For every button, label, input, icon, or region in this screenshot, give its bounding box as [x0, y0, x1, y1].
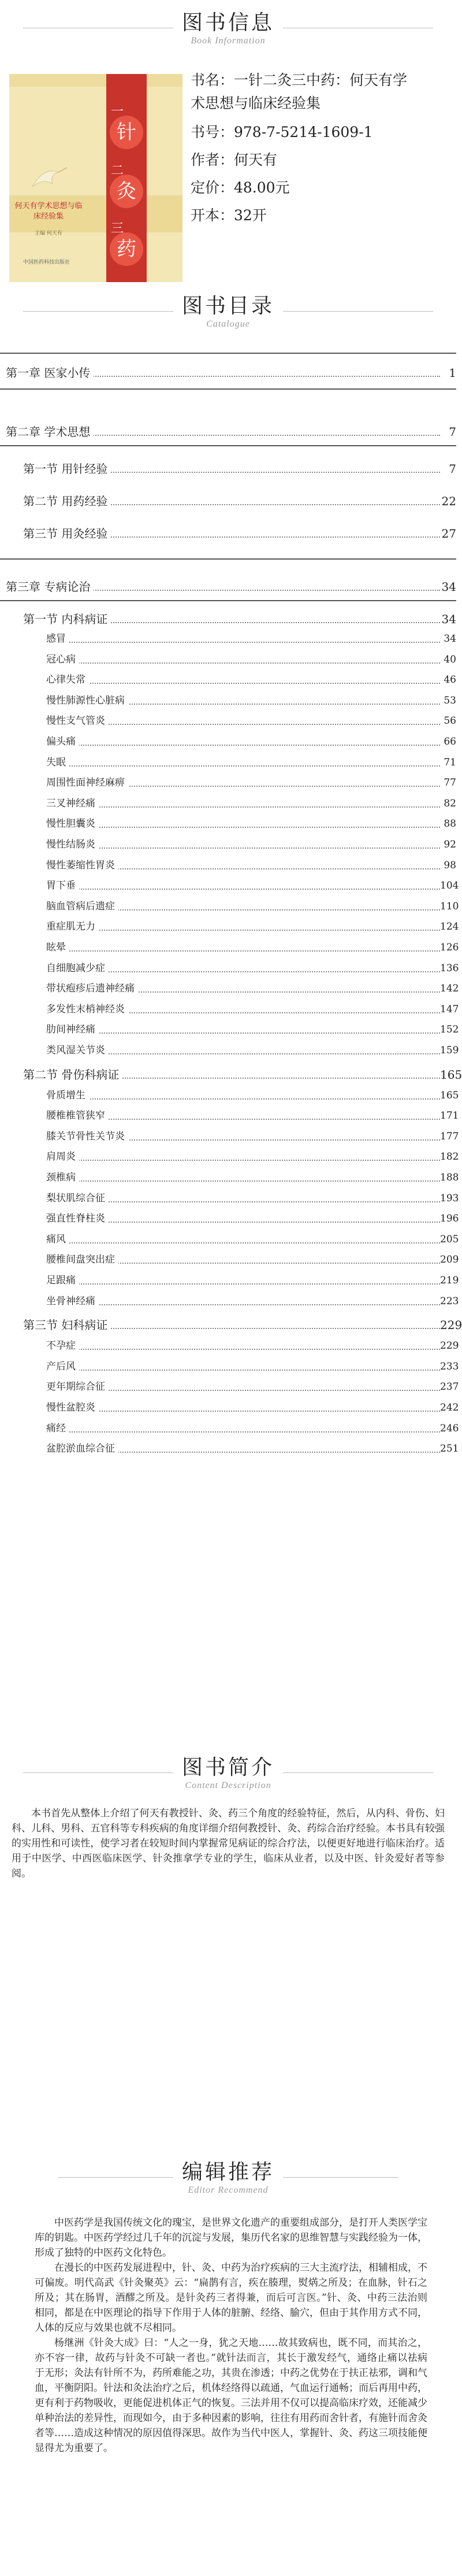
toc-label: 产后风 — [46, 1359, 79, 1374]
toc-leader-dots — [46, 1294, 440, 1305]
toc-label: 足跟痛 — [46, 1273, 79, 1288]
toc-leader-dots — [46, 919, 440, 931]
toc-leader-dots — [46, 940, 440, 952]
toc-leader-dots — [46, 878, 440, 890]
cover-prefix-3: 三 — [111, 221, 124, 236]
toc-label: 第三节 妇科病证 — [23, 1317, 111, 1333]
toc-label: 类风湿关节炎 — [46, 1043, 109, 1058]
toc-leader-dots — [46, 1273, 440, 1285]
toc-page-number: 147 — [440, 1002, 456, 1017]
toc-divider — [0, 600, 456, 601]
toc-entry-row[interactable] — [0, 899, 459, 914]
toc-leader-dots — [46, 652, 440, 664]
toc-entry-row[interactable] — [0, 1191, 459, 1206]
book-info-heading-block — [0, 10, 456, 46]
toc-section-row[interactable] — [0, 612, 456, 627]
toc-page-number: 177 — [440, 1129, 456, 1144]
toc-subheading: Catalogue — [206, 319, 250, 329]
toc-page-number: 22 — [440, 494, 456, 509]
toc-page-number: 71 — [440, 755, 456, 770]
toc-label: 第三章 专病论治 — [6, 579, 94, 594]
toc-page-number: 223 — [440, 1294, 456, 1309]
toc-label: 自细胞减少症 — [46, 961, 109, 976]
toc-page-number: 196 — [440, 1211, 456, 1226]
toc-label: 第一节 内科病证 — [23, 612, 111, 627]
toc-entry-row[interactable] — [0, 1043, 459, 1058]
toc-page-number: 7 — [440, 461, 456, 476]
toc-entry-row[interactable] — [0, 631, 456, 646]
toc-label: 盆腔淤血综合征 — [46, 1441, 118, 1456]
toc-entry-row[interactable] — [0, 1232, 459, 1247]
toc-entry-row[interactable] — [0, 796, 456, 811]
toc-page-number: 165 — [440, 1067, 462, 1082]
toc-leader-dots — [46, 1088, 440, 1100]
toc-label: 失眠 — [46, 755, 69, 770]
toc-entry-row[interactable] — [0, 1400, 459, 1415]
toc-entry-row[interactable] — [0, 1108, 459, 1123]
toc-entry-row[interactable] — [0, 734, 456, 749]
toc-entry-row[interactable] — [0, 672, 456, 687]
toc-label: 慢性胆囊炎 — [46, 816, 99, 831]
toc-label: 带状疱疹后遗神经痛 — [46, 981, 138, 996]
toc-page-number: 182 — [440, 1149, 456, 1164]
toc-entry-row[interactable] — [0, 1359, 459, 1374]
toc-page-number: 251 — [440, 1441, 456, 1456]
toc-label: 慢性肺源性心脏病 — [46, 693, 128, 708]
toc-entry-row[interactable] — [0, 858, 456, 873]
toc-page-number: 34 — [440, 612, 456, 627]
toc-page-number: 188 — [440, 1170, 456, 1185]
toc-label: 第二节 骨伤科病证 — [23, 1067, 122, 1082]
toc-label: 重症肌无力 — [46, 919, 99, 934]
toc-entry-row[interactable] — [0, 919, 459, 934]
toc-label: 第三节 用灸经验 — [23, 526, 111, 541]
toc-leader-dots — [46, 734, 440, 746]
toc-entry-row[interactable] — [0, 1252, 459, 1267]
toc-page-number: 77 — [440, 775, 456, 790]
toc-label: 骨质增生 — [46, 1088, 89, 1103]
toc-label: 三叉神经痛 — [46, 796, 99, 811]
toc-entry-row[interactable] — [0, 940, 459, 955]
toc-label: 第一章 医家小传 — [6, 365, 94, 380]
toc-leader-dots — [46, 1421, 440, 1433]
toc-entry-row[interactable] — [0, 1088, 459, 1103]
toc-entry-row[interactable] — [0, 1170, 459, 1185]
toc-entry-row[interactable] — [0, 1002, 459, 1017]
toc-leader-dots — [46, 1170, 440, 1182]
toc-page-number: 53 — [440, 693, 456, 708]
toc-leader-dots — [46, 755, 440, 767]
toc-label: 心律失常 — [46, 672, 89, 687]
toc-entry-row[interactable] — [0, 837, 456, 852]
toc-section-row[interactable] — [0, 461, 456, 476]
cover-title: 何天有学术思想与临床经验集 — [14, 202, 83, 221]
toc-entry-row[interactable] — [0, 1022, 459, 1037]
recommend-heading: 编辑推荐 — [181, 2160, 274, 2184]
toc-entry-row[interactable] — [0, 1421, 459, 1436]
toc-label: 更年期综合征 — [46, 1379, 109, 1394]
toc-heading: 图书目录 — [181, 294, 274, 318]
toc-leader-dots — [46, 816, 440, 828]
toc-page-number: 237 — [440, 1379, 456, 1394]
book-isbn: 书号：978-7-5214-1609-1 — [191, 124, 373, 140]
cover-char-zhen: 针 — [110, 116, 143, 149]
recommend-text — [35, 2215, 427, 2456]
toc-page-number: 242 — [440, 1400, 456, 1415]
intro-text — [12, 1806, 445, 1881]
toc-page-number: 159 — [440, 1043, 456, 1058]
toc-chapter-row[interactable] — [0, 365, 456, 380]
toc-section-row[interactable] — [0, 1317, 462, 1333]
toc-label: 第二节 用药经验 — [23, 494, 111, 509]
toc-page-number: 46 — [440, 672, 456, 687]
cover-prefix-1: 一 — [111, 105, 124, 119]
cover-char-yao: 药 — [110, 232, 143, 266]
toc-label: 第一节 用针经验 — [23, 461, 111, 476]
toc-leader-dots — [46, 1149, 440, 1161]
toc-page-number: 88 — [440, 816, 456, 831]
toc-entry-row[interactable] — [0, 1379, 459, 1394]
toc-entry-row[interactable] — [0, 713, 456, 728]
toc-chapter-row[interactable] — [0, 579, 456, 594]
book-author: 作者：何天有 — [191, 151, 278, 168]
toc-label: 第二章 学术思想 — [6, 424, 94, 439]
toc-leader-dots — [46, 796, 440, 808]
recommend-paragraph-3: 杨继洲《针灸大成》曰：“人之一身，犹之天地……故其致病也，既不同，而其治之，亦不容一律，故药与针灸不可缺一者也。”就针法而言，其长于激发经气，通络止痛以祛病于无形；灸法有针所不为，药所难能之功，其贵在渗透；中药之优势在于扶正祛邪，调和气血，平衡阴阳。针法和灸法治疗之后，机体经络得以疏通，气血运行通畅；而后再用中药，更有利于药物吸收，更能促进机体正气的恢复。三法并用不仅可以提高临床疗效，还能减少单种治法的差异性，而现如今，由于多种因素的影响，往往有用药而舍针者，有施针而舍灸者等……造成这种情况的原因值得深思。故作为当代中医人，掌握针、灸、药这三项技能便显得尤为重要了。 — [35, 2337, 427, 2454]
toc-entry-row[interactable] — [0, 1294, 459, 1309]
toc-page-number: 209 — [440, 1252, 456, 1267]
toc-entry-row[interactable] — [0, 1338, 459, 1353]
toc-label: 膝关节骨性关节炎 — [46, 1129, 128, 1144]
toc-page-number: 82 — [440, 796, 456, 811]
toc-divider — [0, 353, 456, 354]
toc-entry-row[interactable] — [0, 1129, 459, 1144]
toc-divider — [0, 388, 456, 390]
toc-label: 肩周炎 — [46, 1149, 79, 1164]
toc-label: 眩晕 — [46, 940, 69, 955]
toc-label: 痛经 — [46, 1421, 69, 1436]
toc-page-number: 56 — [440, 713, 456, 728]
toc-entry-row[interactable] — [0, 878, 459, 893]
toc-leader-dots — [46, 837, 440, 849]
toc-leader-dots — [46, 1232, 440, 1243]
toc-label: 脑血管病后遗症 — [46, 899, 118, 914]
toc-label: 腰椎椎管狭窄 — [46, 1108, 109, 1123]
toc-page-number: 205 — [440, 1232, 456, 1247]
toc-page-number: 171 — [440, 1108, 456, 1123]
toc-label: 感冒 — [46, 631, 69, 646]
cover-char-jiu: 灸 — [110, 175, 143, 208]
toc-label: 偏头痛 — [46, 734, 79, 749]
book-info-heading: 图书信息 — [181, 11, 274, 35]
toc-section-row[interactable] — [0, 1067, 462, 1082]
toc-page-number: 34 — [440, 579, 456, 594]
book-price: 定价：48.00元 — [191, 179, 290, 196]
toc-page-number: 104 — [440, 878, 456, 893]
book-title-line1: 书名：一针二灸三中药：何天有学 — [191, 72, 408, 88]
toc-page-number: 34 — [440, 631, 456, 646]
toc-entry-row[interactable] — [0, 652, 456, 667]
book-info-subheading: Book Information — [191, 36, 266, 46]
toc-label: 颈椎病 — [46, 1170, 79, 1185]
toc-entry-row[interactable] — [0, 1441, 459, 1456]
recommend-paragraph-2: 在漫长的中医药发展进程中，针、灸、中药为治疗疾病的三大主流疗法，相辅相成，不可偏废。明代高武《针灸聚英》云：“扁鹊有言，疾在腠理，熨焫之所及；在血脉，针石之所及；其在肠胃，酒醪之所及。是针灸药三者得兼，而后可言医。”针、灸、中药三法治则相同，都是在中医理论的指导下作用于人体的脏腑、经络、腧穴，但由于其作用方式不同，人体的反应与效果也就不尽相同。 — [35, 2262, 427, 2334]
book-format: 开本：32开 — [191, 207, 267, 224]
toc-label: 腰椎间盘突出症 — [46, 1252, 118, 1267]
toc-leader-dots — [46, 1359, 440, 1371]
crane-logo-icon — [27, 161, 73, 195]
toc-entry-row[interactable] — [0, 1149, 459, 1164]
toc-label: 慢性支气管炎 — [46, 713, 109, 728]
toc-leader-dots — [46, 672, 440, 684]
toc-divider — [0, 558, 456, 560]
toc-page-number: 66 — [440, 734, 456, 749]
toc-page-number: 233 — [440, 1359, 456, 1374]
toc-page-number: 126 — [440, 940, 456, 955]
cover-top-band — [9, 74, 182, 87]
toc-page-number: 165 — [440, 1088, 456, 1103]
toc-divider — [0, 445, 456, 446]
toc-entry-row[interactable] — [0, 1273, 459, 1288]
toc-page-number: 1 — [440, 365, 456, 380]
toc-section-row[interactable] — [0, 494, 456, 509]
toc-page-number: 27 — [440, 526, 456, 541]
toc-page-number: 40 — [440, 652, 456, 667]
toc-label: 慢性萎缩性胃炎 — [46, 858, 118, 873]
toc-page-number: 136 — [440, 961, 456, 976]
toc-page-number: 110 — [440, 899, 456, 914]
book-cover — [9, 74, 182, 282]
intro-heading-block — [0, 1755, 456, 1791]
toc-page-number: 7 — [440, 424, 456, 439]
toc-page-number: 124 — [440, 919, 456, 934]
toc-heading-block — [0, 294, 456, 330]
toc-entry-row[interactable] — [0, 816, 456, 831]
toc-leader-dots — [46, 631, 440, 643]
toc-page-number: 142 — [440, 981, 456, 996]
toc-page-number: 98 — [440, 858, 456, 873]
toc-label: 冠心病 — [46, 652, 79, 667]
toc-chapter-row[interactable] — [0, 424, 456, 439]
toc-page-number: 92 — [440, 837, 456, 852]
book-title-line2: 术思想与临床经验集 — [191, 95, 321, 112]
toc-section-row[interactable] — [0, 526, 456, 541]
toc-label: 痛风 — [46, 1232, 69, 1247]
toc-leader-dots — [46, 1022, 440, 1034]
toc-leader-dots — [46, 1338, 440, 1350]
toc-page-number: 229 — [440, 1318, 462, 1333]
intro-paragraph: 本书首先从整体上介绍了何天有教授针、灸、药三个角度的经验特征，然后，从内科、骨伤、妇科、儿科、男科、五官科等专科疾病的角度详细介绍何教授针、灸、药综合治疗经验。本书具有较强的实用性和可读性，使学习者在较短时间内掌握常见病证的综合疗法，以便更好地进行临床治疗。适用于中医学、中西医临床医学、针灸推拿学专业的学生，临床从业者，以及中医、针灸爱好者等参阅。 — [12, 1808, 445, 1879]
toc-entry-row[interactable] — [0, 775, 456, 790]
toc-label: 慢性盆腔炎 — [46, 1400, 99, 1415]
toc-entry-row[interactable] — [0, 1211, 459, 1226]
toc-entry-row[interactable] — [0, 755, 456, 770]
toc-page-number: 193 — [440, 1191, 456, 1206]
recommend-subheading: Editor Recommend — [188, 2185, 269, 2195]
intro-subheading: Content Description — [185, 1781, 271, 1790]
toc-label: 梨状肌综合征 — [46, 1191, 109, 1206]
toc-page-number: 152 — [440, 1022, 456, 1037]
toc-label: 慢性结肠炎 — [46, 837, 99, 852]
toc-leader-dots — [46, 1400, 440, 1412]
toc-page-number: 229 — [440, 1338, 456, 1353]
toc-page-number: 219 — [440, 1273, 456, 1288]
toc-label: 坐骨神经痛 — [46, 1294, 99, 1309]
toc-label: 不孕症 — [46, 1338, 79, 1353]
recommend-paragraph-1: 中医药学是我国传统文化的瑰宝，是世界文化遗产的重要组成部分，是打开人类医学宝库的钥匙。中医药学经过几千年的沉淀与发展，集历代名家的思维智慧与实践经验为一体，形成了独特的中医药文化特色。 — [35, 2217, 427, 2259]
toc-label: 肋间神经痛 — [46, 1022, 99, 1037]
toc-label: 多发性末梢神经炎 — [46, 1002, 128, 1017]
toc-entry-row[interactable] — [0, 693, 456, 708]
cover-prefix-2: 二 — [111, 164, 124, 178]
toc-label: 周围性面神经麻痹 — [46, 775, 128, 790]
cover-author: 主编 何天有 — [35, 231, 62, 236]
toc-page-number: 246 — [440, 1421, 456, 1436]
toc-label: 强直性脊柱炎 — [46, 1211, 109, 1226]
recommend-heading-block — [0, 2160, 456, 2196]
cover-publisher: 中国医药科技出版社 — [23, 260, 70, 265]
toc-label: 胃下垂 — [46, 878, 79, 893]
intro-heading: 图书简介 — [181, 1756, 274, 1779]
toc-entry-row[interactable] — [0, 961, 459, 976]
toc-entry-row[interactable] — [0, 981, 459, 996]
